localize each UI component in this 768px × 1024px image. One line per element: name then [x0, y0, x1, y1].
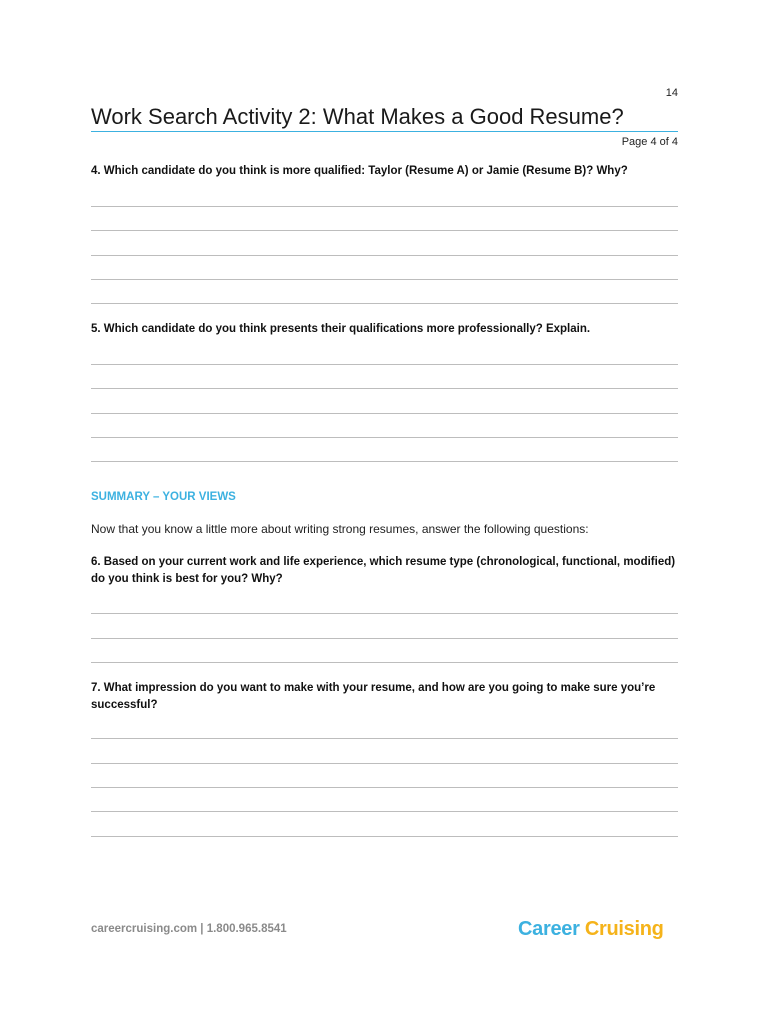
- answer-line[interactable]: [91, 413, 678, 414]
- answer-line[interactable]: [91, 662, 678, 663]
- answer-line[interactable]: [91, 230, 678, 231]
- summary-intro: Now that you know a little more about writing strong resumes, answer the following questions:: [91, 522, 589, 536]
- question-5: 5. Which candidate do you think presents their qualifications more professionally? Explain.: [91, 323, 591, 335]
- answer-line[interactable]: [91, 638, 678, 639]
- answer-line[interactable]: [91, 461, 678, 462]
- answer-line[interactable]: [91, 364, 678, 365]
- answer-line[interactable]: [91, 811, 678, 812]
- career-cruising-logo: [518, 918, 664, 941]
- page-indicator: Page 4 of 4: [621, 136, 678, 148]
- answer-line[interactable]: [91, 613, 678, 614]
- logo-word-cruising: Cruising: [584, 918, 664, 940]
- answer-line[interactable]: [91, 437, 678, 438]
- answer-line[interactable]: [91, 279, 678, 280]
- answer-line[interactable]: [91, 303, 678, 304]
- question-6: 6. Based on your current work and life experience, which resume type (chronological, functional, modified) do you think is best for you? Why?: [91, 556, 676, 585]
- title-divider: [91, 131, 678, 132]
- summary-heading: SUMMARY – YOUR VIEWS: [91, 491, 236, 503]
- answer-line[interactable]: [91, 787, 678, 788]
- logo-word-career: Career: [518, 918, 580, 940]
- answer-line[interactable]: [91, 763, 678, 764]
- answer-line[interactable]: [91, 836, 678, 837]
- question-7: 7. What impression do you want to make with your resume, and how are you going to make sure you’re successful?: [91, 682, 656, 711]
- page-title: Work Search Activity 2: What Makes a Good Resume?: [91, 104, 624, 129]
- answer-line[interactable]: [91, 206, 678, 207]
- footer-contact: careercruising.com | 1.800.965.8541: [91, 923, 287, 935]
- answer-line[interactable]: [91, 738, 678, 739]
- page-number: 14: [665, 87, 678, 99]
- answer-line[interactable]: [91, 255, 678, 256]
- question-4: 4. Which candidate do you think is more qualified: Taylor (Resume A) or Jamie (Resume B)? Why?: [91, 165, 628, 177]
- answer-line[interactable]: [91, 388, 678, 389]
